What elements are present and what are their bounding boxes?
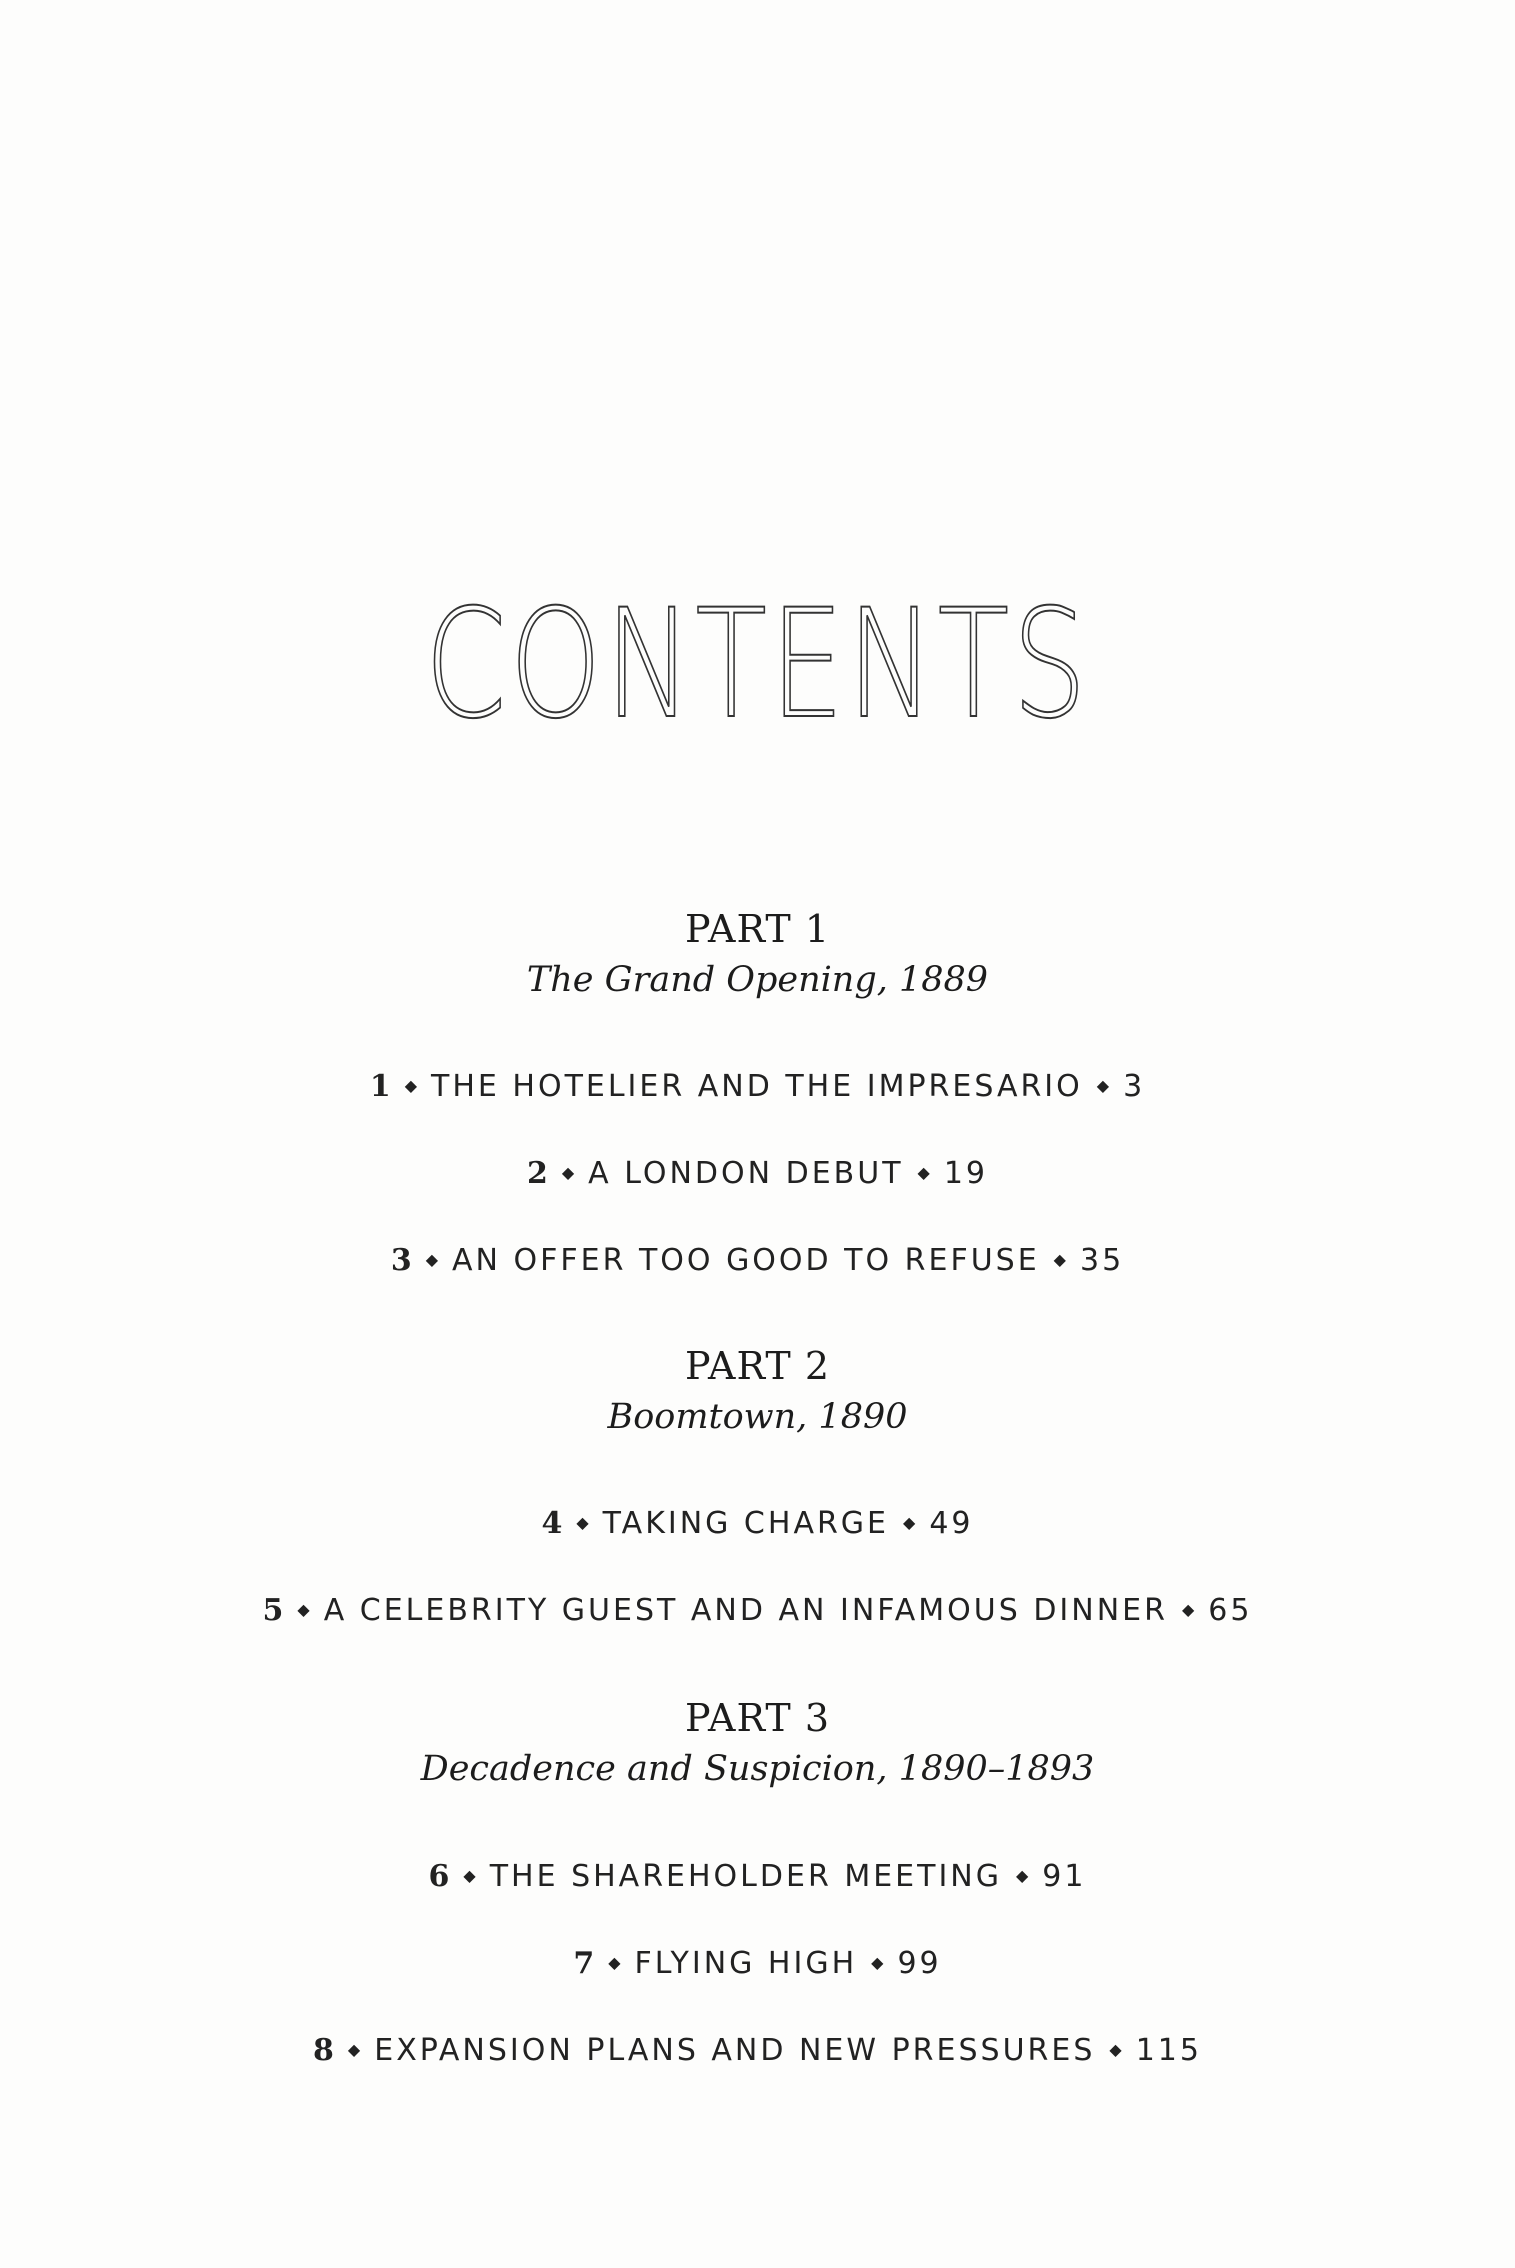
- diamond-separator-icon: ◆: [425, 1250, 439, 1269]
- part-label: PART 2: [684, 1344, 831, 1388]
- chapter-title: A CELEBRITY GUEST AND AN INFAMOUS DINNER: [323, 1593, 1168, 1628]
- chapter-number: 3: [390, 1243, 412, 1278]
- chapter-entry-2[interactable]: [0, 1153, 1515, 1194]
- contents-title: CONTENTS: [425, 578, 1090, 752]
- diamond-separator-icon: ◆: [1181, 1600, 1195, 1619]
- chapter-number: 4: [541, 1506, 563, 1541]
- chapter-entry-3[interactable]: [0, 1240, 1515, 1281]
- diamond-separator-icon: ◆: [297, 1600, 310, 1619]
- chapter-title: TAKING CHARGE: [602, 1506, 890, 1541]
- part-label: PART 3: [684, 1696, 831, 1740]
- part-subtitle: The Grand Opening, 1889: [526, 960, 989, 1000]
- diamond-separator-icon: ◆: [1015, 1866, 1029, 1885]
- chapter-entry-8[interactable]: [0, 2030, 1515, 2071]
- chapter-page: 3: [1123, 1069, 1146, 1104]
- diamond-separator-icon: ◆: [463, 1866, 476, 1885]
- chapter-page: 99: [897, 1946, 942, 1981]
- chapter-title: FLYING HIGH: [634, 1946, 858, 1981]
- chapter-page: 19: [943, 1156, 989, 1191]
- chapter-number: 7: [573, 1946, 595, 1981]
- diamond-separator-icon: ◆: [347, 2040, 361, 2059]
- chapter-title: A LONDON DEBUT: [588, 1156, 904, 1191]
- chapter-page: 35: [1079, 1243, 1125, 1278]
- chapter-entry-7[interactable]: [0, 1943, 1515, 1984]
- part-3-heading: [0, 1694, 1515, 1742]
- chapter-number: 8: [313, 2033, 334, 2068]
- diamond-separator-icon: ◆: [576, 1513, 589, 1532]
- chapter-entry-1[interactable]: [0, 1066, 1515, 1107]
- part-3-subtitle-row: [0, 1744, 1515, 1794]
- diamond-separator-icon: ◆: [1096, 1076, 1110, 1095]
- part-subtitle: Boomtown, 1890: [607, 1397, 908, 1437]
- chapter-page: 49: [929, 1506, 974, 1541]
- diamond-separator-icon: ◆: [1053, 1250, 1066, 1269]
- chapter-number: 2: [526, 1156, 548, 1191]
- contents-title-wrap: [0, 578, 1515, 752]
- chapter-page: 115: [1135, 2033, 1202, 2068]
- part-2-subtitle-row: [0, 1392, 1515, 1442]
- part-2-heading: [0, 1342, 1515, 1390]
- chapter-number: 6: [428, 1859, 450, 1894]
- part-label: PART 1: [684, 907, 831, 951]
- part-subtitle: Decadence and Suspicion, 1890–1893: [420, 1749, 1095, 1789]
- diamond-separator-icon: ◆: [608, 1953, 621, 1972]
- part-1-subtitle-row: [0, 955, 1515, 1005]
- chapter-entry-6[interactable]: [0, 1856, 1515, 1897]
- diamond-separator-icon: ◆: [903, 1513, 916, 1532]
- chapter-page: 91: [1042, 1859, 1087, 1894]
- diamond-separator-icon: ◆: [561, 1163, 575, 1182]
- chapter-number: 1: [369, 1069, 391, 1104]
- chapter-title: EXPANSION PLANS AND NEW PRESSURES: [374, 2033, 1096, 2068]
- chapter-title: THE SHAREHOLDER MEETING: [489, 1859, 1002, 1894]
- diamond-separator-icon: ◆: [917, 1163, 930, 1182]
- part-1-heading: [0, 905, 1515, 953]
- diamond-separator-icon: ◆: [1109, 2040, 1122, 2059]
- diamond-separator-icon: ◆: [871, 1953, 884, 1972]
- chapter-title: AN OFFER TOO GOOD TO REFUSE: [452, 1243, 1040, 1278]
- chapter-number: 5: [262, 1593, 284, 1628]
- chapter-title: THE HOTELIER AND THE IMPRESARIO: [431, 1069, 1083, 1104]
- chapter-entry-4[interactable]: [0, 1503, 1515, 1544]
- diamond-separator-icon: ◆: [404, 1076, 418, 1095]
- chapter-entry-5[interactable]: [0, 1590, 1515, 1631]
- chapter-page: 65: [1208, 1593, 1253, 1628]
